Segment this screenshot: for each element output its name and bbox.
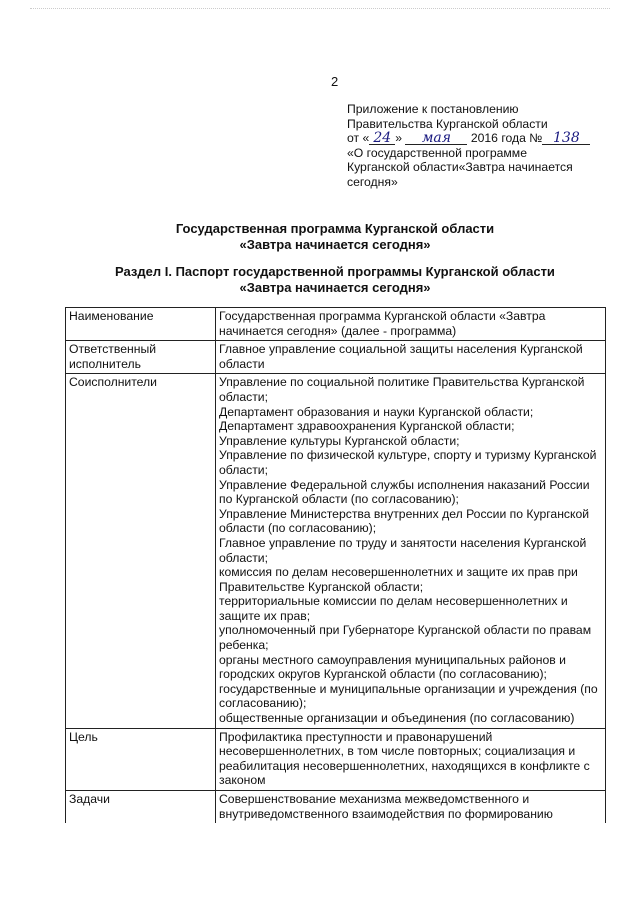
table-row xyxy=(66,728,606,790)
row-value-item: Управление Министерства внутренних дел России по Курганской области (по согласованию); xyxy=(219,506,590,536)
handwritten-number: 138 xyxy=(542,132,590,145)
row-value-item: Департамент здравоохранения Курганской области; xyxy=(219,419,515,434)
handwritten-day: 24 xyxy=(369,132,395,145)
appendix-header xyxy=(347,102,617,190)
page-number: 2 xyxy=(331,74,339,89)
appendix-line-4: «О государственной программе xyxy=(347,145,527,160)
row-value-item: Департамент образования и науки Курганской области; xyxy=(219,404,534,419)
document-title-line-2: «Завтра начинается сегодня» xyxy=(239,237,431,252)
row-label: Цель xyxy=(66,728,216,790)
row-value-item: Управление по физической культуре, спорту и туризму Курганской области; xyxy=(219,448,597,477)
row-value-item: органы местного самоуправления муниципальных районов и городских округов Курганской области (по согласованию); xyxy=(219,652,566,682)
appendix-line-5: Курганской области«Завтра начинается xyxy=(347,160,573,175)
row-value-item: Главное управление социальной защиты населения Курганской области xyxy=(219,342,583,371)
row-value xyxy=(216,308,606,341)
document-title xyxy=(60,221,610,253)
date-suffix: 2016 года № xyxy=(470,131,543,146)
row-value-item: Управление по социальной политике Правительства Курганской области; xyxy=(219,375,585,404)
handwritten-month: мая xyxy=(405,132,467,145)
appendix-line-1: Приложение к постановлению xyxy=(347,102,519,116)
table-row xyxy=(66,791,606,824)
document-title-line-1: Государственная программа Курганской области xyxy=(175,221,495,236)
appendix-date-line xyxy=(347,131,617,146)
row-value xyxy=(216,341,606,374)
row-value-item: Профилактика преступности и правонарушений несовершеннолетних, в том числе повторных; социализация и реабилитация несовершеннолетних, находящихся в конфликте с законом xyxy=(219,729,590,788)
table-row xyxy=(66,308,606,341)
row-value-item: Управление Федеральной службы исполнения наказаний России по Курганской области (по согласованию); xyxy=(219,477,590,507)
scan-artifact xyxy=(30,8,610,11)
row-label: Задачи xyxy=(66,791,216,824)
date-prefix: от « xyxy=(347,131,370,146)
row-label: Соисполнители xyxy=(66,374,216,728)
row-value-item: Управление культуры Курганской области; xyxy=(219,433,460,448)
row-value xyxy=(216,728,606,790)
passport-table xyxy=(65,307,606,823)
row-value-item: Государственная программа Курганской области «Завтра начинается сегодня» (далее - программа) xyxy=(219,309,546,338)
row-value-item: Совершенствование механизма межведомственного и внутриведомственного взаимодействия по формированию xyxy=(219,792,553,821)
row-value-item: Главное управление по труду и занятости населения Курганской области; xyxy=(219,535,587,565)
section-title xyxy=(60,264,610,296)
row-label: Ответственный исполнитель xyxy=(66,341,216,374)
table-row xyxy=(66,341,606,374)
appendix-line-6: сегодня» xyxy=(347,174,398,189)
row-value-item: общественные организации и объединения (по согласованию) xyxy=(219,711,575,726)
row-value-item: государственные и муниципальные организации и учреждения (по согласованию); xyxy=(219,681,598,711)
row-value-item: уполномоченный при Губернаторе Курганской области по правам ребенка; xyxy=(219,623,592,653)
row-value xyxy=(216,791,606,824)
row-value-item: комиссия по делам несовершеннолетних и защите их прав при Правительстве Курганской области; xyxy=(219,565,578,594)
table-row xyxy=(66,374,606,728)
section-title-line-1: Раздел I. Паспорт государственной программы Курганской области xyxy=(115,264,555,279)
section-title-line-2: «Завтра начинается сегодня» xyxy=(239,280,431,295)
row-label: Наименование xyxy=(66,308,216,341)
date-mid: » xyxy=(395,131,403,146)
row-value-item: территориальные комиссии по делам несовершеннолетних и защите их прав; xyxy=(219,594,568,623)
appendix-line-2: Правительства Курганской области xyxy=(347,116,548,131)
row-value xyxy=(216,374,606,728)
